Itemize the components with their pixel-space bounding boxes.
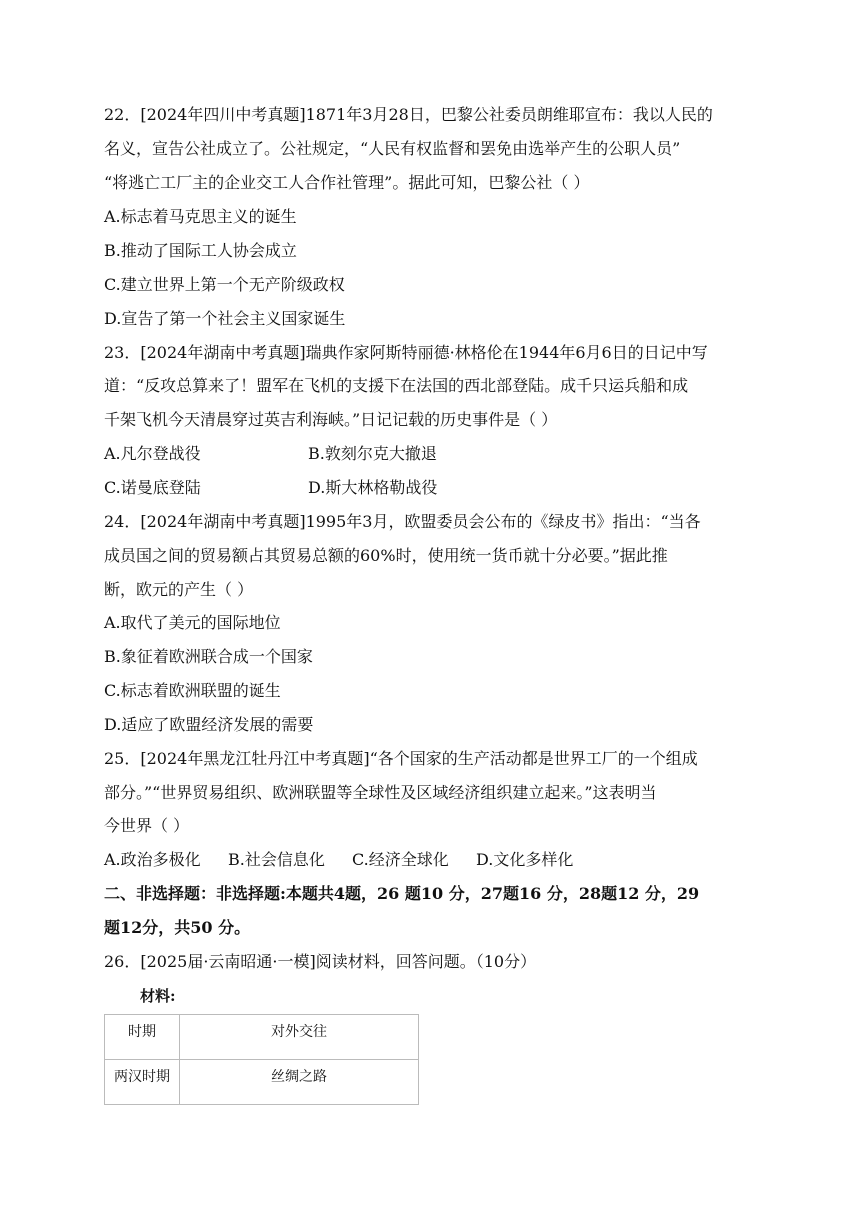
table-cell-exchange: 丝绸之路 [180, 1060, 419, 1105]
q23-stem-line-3: 千架飞机今天清晨穿过英吉利海峡。”日记记载的历史事件是（ ） [104, 410, 558, 429]
table-row [105, 1060, 419, 1105]
q24-option-d: D.适应了欧盟经济发展的需要 [104, 715, 314, 734]
q25-option-d: D.文化多样化 [476, 850, 574, 869]
q24-stem-line-1: 24．[2024年湖南中考真题]1995年3月，欧盟委员会公布的《绿皮书》指出：“当各 [104, 512, 701, 531]
material-table [104, 1014, 419, 1105]
q25-stem-line-2: 部分。”“世界贸易组织、欧洲联盟等全球性及区域经济组织建立起来。”这表明当 [104, 783, 657, 802]
q24-option-a: A.取代了美元的国际地位 [104, 613, 281, 632]
q26-stem: 26．[2025届·云南昭通·一模]阅读材料，回答问题。（10分） [104, 952, 537, 971]
section2-heading-line-2: 题12分，共50 分。 [104, 918, 251, 937]
q22-option-a: A.标志着马克思主义的诞生 [104, 207, 297, 226]
q22-option-c: C.建立世界上第一个无产阶级政权 [104, 275, 345, 294]
q22-stem-line-2: 名义，宣告公社成立了。公社规定，“人民有权监督和罢免由选举产生的公职人员” [104, 139, 681, 158]
material-label: 材料: [140, 987, 176, 1005]
q25-options-row [104, 850, 573, 870]
section2-heading-line-1: 二、非选择题：非选择题:本题共4题，26 题10 分，27题16 分，28题12 分，29 [104, 884, 700, 903]
q25-stem-line-1: 25．[2024年黑龙江牡丹江中考真题]“各个国家的生产活动都是世界工厂的一个组成 [104, 749, 698, 768]
q23-option-c: C.诺曼底登陆 [104, 478, 201, 497]
table-cell-period: 两汉时期 [105, 1060, 180, 1105]
q23-option-b: B.敦刻尔克大撤退 [308, 444, 437, 463]
q22-option-b: B.推动了国际工人协会成立 [104, 241, 297, 260]
table-header-exchange: 对外交往 [180, 1015, 419, 1060]
q24-option-b: B.象征着欧洲联合成一个国家 [104, 647, 313, 666]
q25-option-b: B.社会信息化 [228, 850, 325, 869]
q22-option-d: D.宣告了第一个社会主义国家诞生 [104, 309, 346, 328]
q23-option-d: D.斯大林格勒战役 [308, 478, 438, 497]
q24-stem-line-3: 断，欧元的产生（ ） [104, 580, 254, 599]
table-header-period: 时期 [105, 1015, 180, 1060]
q23-stem-line-2: 道：“反攻总算来了！盟军在飞机的支援下在法国的西北部登陆。成千只运兵船和成 [104, 376, 689, 395]
q25-option-a: A.政治多极化 [104, 850, 201, 869]
q23-options-row-1 [104, 444, 437, 464]
q24-stem-line-2: 成员国之间的贸易额占其贸易总额的60%时，使用统一货币就十分必要。”据此推 [104, 546, 668, 565]
q24-option-c: C.标志着欧洲联盟的诞生 [104, 681, 281, 700]
q23-option-a: A.凡尔登战役 [104, 444, 201, 463]
q22-stem-line-3: “将逃亡工厂主的企业交工人合作社管理”。据此可知，巴黎公社（ ） [104, 173, 590, 192]
q25-stem-line-3: 今世界（ ） [104, 816, 190, 835]
table-header-row [105, 1015, 419, 1060]
q23-options-row-2 [104, 478, 437, 498]
q23-stem-line-1: 23．[2024年湖南中考真题]瑞典作家阿斯特丽德·林格伦在1944年6月6日的日记中写 [104, 343, 708, 362]
q22-stem-line-1: 22．[2024年四川中考真题]1871年3月28日，巴黎公社委员朗维耶宣布：我以人民的 [104, 105, 713, 124]
q25-option-c: C.经济全球化 [352, 850, 449, 869]
